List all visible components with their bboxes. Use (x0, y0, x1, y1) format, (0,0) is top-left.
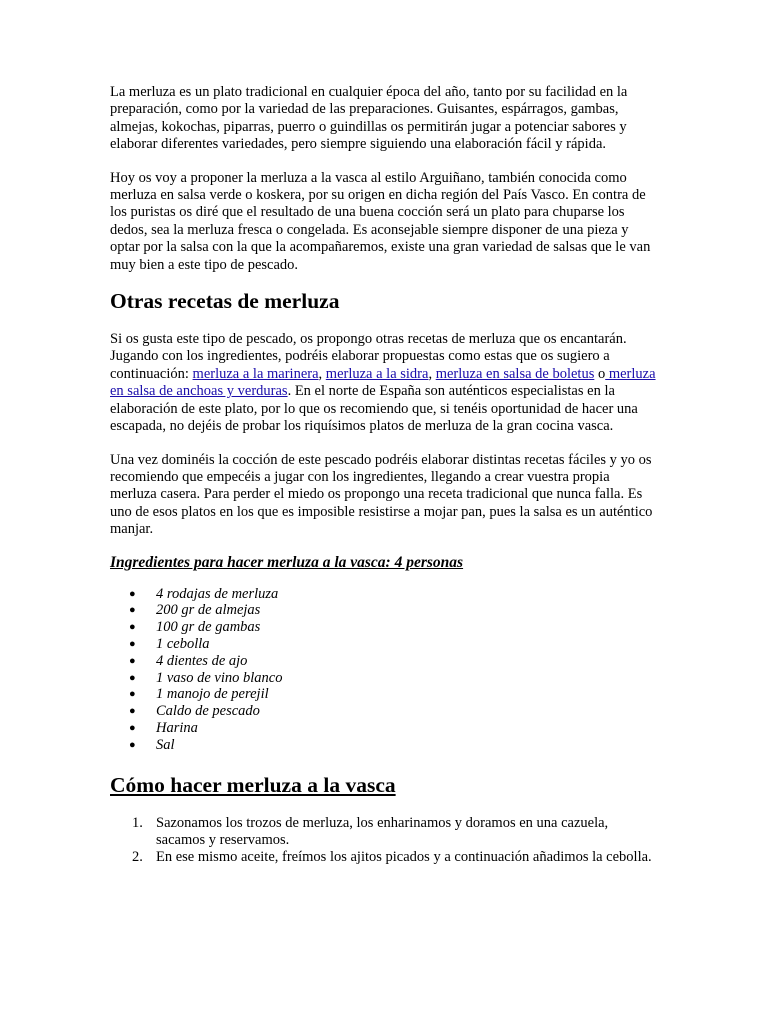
bullet-icon: ● (129, 621, 136, 634)
ingredient-label: Sal (156, 736, 175, 753)
step-number: 2. (132, 848, 143, 865)
list-item (110, 849, 658, 866)
link-separator: o (594, 365, 606, 382)
bullet-icon: ● (129, 671, 136, 684)
intro-paragraph-2: Hoy os voy a proponer la merluza a la vasca al estilo Arguiñano, también conocida como merluza en salsa verde o koskera, por su origen en dicha región del País Vasco. En contra de los puristas os diré que el resultado de una buena cocción será un plato para chuparse los dedos, sea la merluza fresca o congelada. Es aconsejable siempre disponer de una pieza y optar por la salsa con la que la acompañaremos, existe una gran variedad de salsas que le van muy bien a este tipo de pescado. (110, 169, 651, 273)
step-text: En ese mismo aceite, freímos los ajitos picados y a continuación añadimos la cebolla. (156, 848, 652, 865)
bullet-icon: ● (129, 637, 136, 650)
ingredient-label: 4 rodajas de merluza (156, 585, 279, 602)
bullet-icon: ● (129, 721, 136, 734)
list-item (110, 737, 658, 754)
ingredient-label: Caldo de pescado (156, 703, 260, 720)
list-item (110, 602, 658, 619)
ingredient-label: 1 manojo de perejil (156, 686, 269, 703)
howto-heading: Cómo hacer merluza a la vasca (110, 772, 396, 797)
other-recipes-paragraph-2: Una vez dominéis la cocción de este pescado podréis elaborar distintas recetas fáciles y yo os recomiendo que empecéis a jugar con los ingredientes, llegando a crear vuestra propia merluza casera. Para perder el miedo os propongo una receta tradicional que nunca falla. Es uno de esos platos en los que es imposible resistirse a mojar pan, pues la salsa es un auténtico manjar. (110, 451, 653, 538)
bullet-icon: ● (129, 738, 136, 751)
bullet-icon: ● (129, 654, 136, 667)
step-text: Sazonamos los trozos de merluza, los enharinamos y doramos en una cazuela, sacamos y reservamos. (156, 814, 609, 848)
link-merluza-sidra[interactable]: merluza a la sidra (325, 365, 429, 382)
list-item (110, 586, 658, 603)
ingredient-label: 100 gr de gambas (156, 619, 261, 636)
list-item (110, 815, 658, 849)
list-item (110, 703, 658, 720)
other-recipes-paragraph-1 (110, 331, 658, 435)
list-item (110, 720, 658, 737)
list-item (110, 636, 658, 653)
link-separator: , (428, 365, 436, 382)
list-item (110, 686, 658, 703)
ingredient-label: 1 vaso de vino blanco (156, 669, 283, 686)
ingredients-heading: Ingredientes para hacer merluza a la vasca: 4 personas (110, 553, 464, 571)
other-recipes-text-before: Si os gusta este tipo de pescado, os propongo otras recetas de merluza que os encantarán. Jugando con los ingredientes, podréis elaborar propuestas como estas que os sugiero a continuación: (110, 331, 627, 382)
ingredient-label: Harina (156, 719, 198, 736)
ingredients-list (110, 586, 658, 754)
intro-paragraph-1: La merluza es un plato tradicional en cualquier época del año, tanto por su facilidad en la preparación, como por la variedad de las preparaciones. Guisantes, espárragos, gambas, almejas, kokochas, piparras, puerro o guindillas os permitirán jugar a potenciar sabores y elaborar diferentes variedades, pero siempre siguiendo una elaboración fácil y rápida. (110, 84, 628, 153)
document-page (110, 84, 658, 866)
bullet-icon: ● (129, 587, 136, 600)
ingredient-label: 1 cebolla (156, 635, 210, 652)
link-separator: , (318, 365, 326, 382)
step-number: 1. (132, 814, 143, 831)
link-merluza-marinera[interactable]: merluza a la marinera (192, 365, 319, 382)
steps-list (110, 815, 658, 866)
bullet-icon: ● (129, 705, 136, 718)
list-item (110, 619, 658, 636)
bullet-icon: ● (129, 688, 136, 701)
other-recipes-text-after: . En el norte de España son auténticos especialistas en la elaboración de este plato, por lo que os recomiendo que, si tenéis oportunidad de hacer una escapada, no dejéis de probar los riquísimos platos de merluza de la gran cocina vasca. (110, 383, 638, 435)
list-item (110, 653, 658, 670)
link-merluza-boletus[interactable]: merluza en salsa de boletus (435, 365, 595, 382)
bullet-icon: ● (129, 604, 136, 617)
ingredient-label: 4 dientes de ajo (156, 652, 248, 669)
list-item (110, 670, 658, 687)
link-merluza-anchoas-verduras[interactable]: merluza en salsa de anchoas y verduras (110, 365, 656, 400)
other-recipes-heading: Otras recetas de merluza (110, 289, 340, 314)
ingredient-label: 200 gr de almejas (156, 602, 261, 619)
